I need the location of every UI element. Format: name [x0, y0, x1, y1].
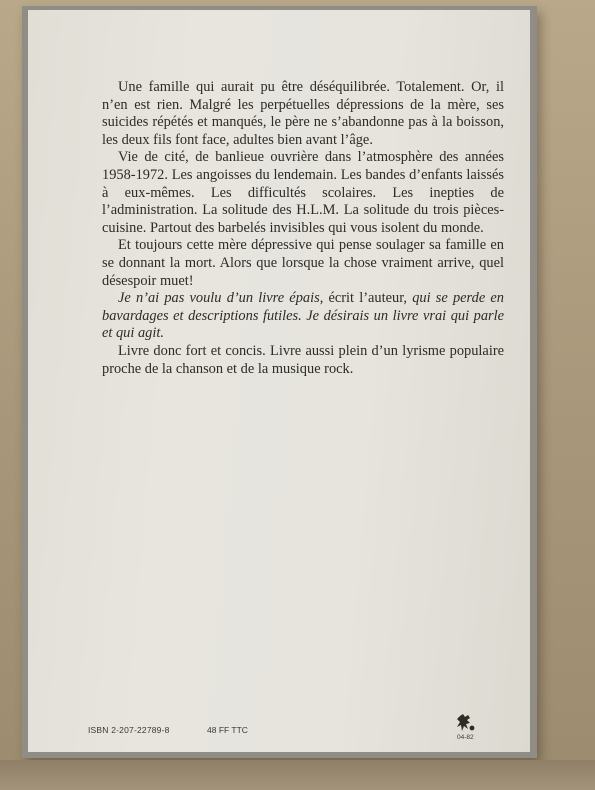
blurb-text — [102, 79, 504, 378]
isbn-number: ISBN 2-207-22789-8 — [88, 725, 170, 735]
blurb-paragraph-4 — [102, 290, 504, 343]
print-code: 04-82 — [457, 734, 474, 741]
table-surface — [0, 760, 595, 790]
quote-italic-2: qui se perde en bavardages et descriptions futiles. Je désirais un livre vrai qui parle et qui agit. — [102, 290, 504, 342]
blurb-paragraph-3: Et toujours cette mère dépressive qui pense soulager sa famille en se donnant la mort. Alors que lorsque la chose vraiment arrive, quel désespoir muet! — [102, 237, 504, 289]
publisher-logo-icon — [455, 712, 477, 734]
blurb-paragraph-1: Une famille qui aurait pu être déséquilibrée. Totalement. Or, il n’en est rien. Malgré les perpétuelles dépressions de la mère, ses suicides répétés et manqués, le père ne s’abandonne pas à la boisson, les deux fils font face, adultes bien avant l’âge. — [102, 79, 504, 148]
quote-attribution: , écrit l’auteur, — [319, 290, 413, 307]
blurb-paragraph-5: Livre donc fort et concis. Livre aussi plein d’un lyrisme populaire proche de la chanson et de la musique rock. — [102, 342, 504, 377]
quote-italic-1: Je n’ai pas voulu d’un livre épais — [118, 290, 320, 307]
price-label: 48 FF TTC — [207, 725, 248, 735]
blurb-paragraph-2: Vie de cité, de banlieue ouvrière dans l’atmosphère des années 1958-1972. Les angoisses du lendemain. Les bandes d’enfants laissés à eux-mêmes. Les difficultés scolaires. Les inepties de l’administration. La solitude des H.L.M. La solitude du trois pièces-cuisine. Partout des barbelés invisibles qui vous isolent du monde. — [102, 149, 504, 236]
